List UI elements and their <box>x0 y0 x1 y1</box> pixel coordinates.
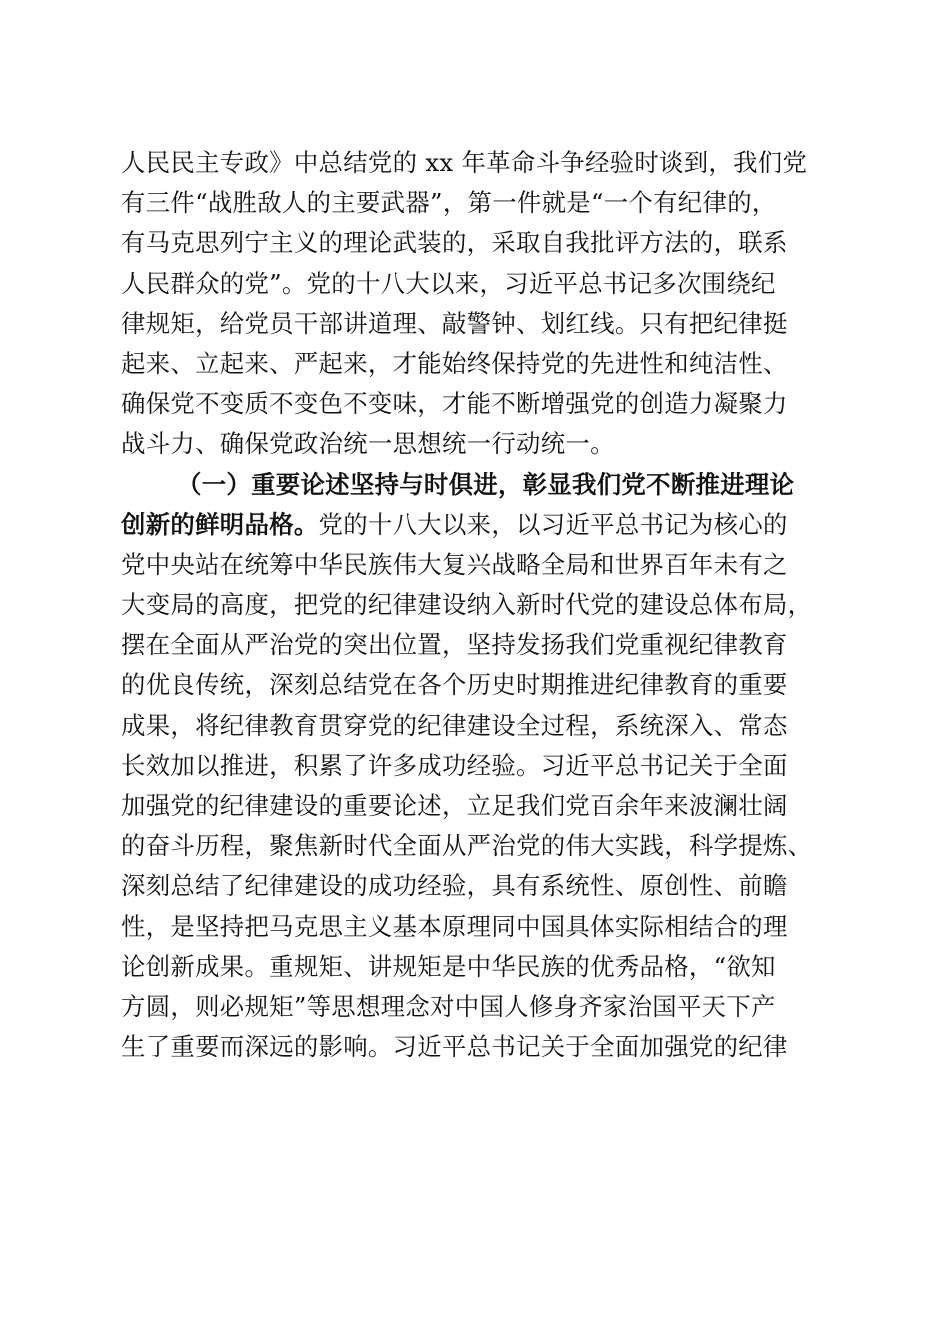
text-line: 有三件“战胜敌人的主要武器”，第一件就是“一个有纪律的， <box>121 188 777 218</box>
text-line: 方圆，则必规矩”等思想理念对中国人修身齐家治国平天下产 <box>121 991 776 1021</box>
text-line: 加强党的纪律建设的重要论述，立足我们党百余年来波澜壮阔 <box>121 791 788 820</box>
text-line: 生了重要而深远的影响。习近平总书记关于全面加强党的纪律 <box>121 1032 788 1062</box>
text-line: 深刻总结了纪律建设的成功经验，具有系统性、原创性、前瞻 <box>121 871 788 901</box>
text-line: 长效加以推进，积累了许多成功经验。习近平总书记关于全面 <box>121 750 788 780</box>
text-line: 党中央站在统筹中华民族伟大复兴战略全局和世界百年未有之 <box>121 549 788 579</box>
text-line: 性，是坚持把马克思主义基本原理同中国具体实际相结合的理 <box>121 911 788 941</box>
text-line: 律规矩，给党员干部讲道理、敲警钟、划红线。只有把纪律挺 <box>121 308 788 338</box>
text-line: 起来、立起来、严起来，才能始终保持党的先进性和纯洁性、 <box>121 348 788 378</box>
text-line: 有马克思列宁主义的理论武装的，采取自我批评方法的，联系 <box>121 228 788 258</box>
text-line: 的优良传统，深刻总结党在各个历史时期推进纪律教育的重要 <box>121 670 788 700</box>
text-line: 论创新成果。重规矩、讲规矩是中华民族的优秀品格，“欲知 <box>121 951 776 981</box>
text-line: 大变局的高度，把党的纪律建设纳入新时代党的建设总体布局， <box>121 590 813 620</box>
text-line-rest: 党的十八大以来，以习近平总书记为核心的 <box>318 509 788 539</box>
text-line: 确保党不变质不变色不变味，才能不断增强党的创造力凝聚力 <box>121 389 788 419</box>
paragraph-2 <box>121 465 833 1068</box>
text-line: 战斗力、确保党政治统一思想统一行动统一。 <box>121 429 615 459</box>
text-line: 人民民主专政》中总结党的 xx 年革命斗争经验时谈到，我们党 <box>121 148 808 177</box>
text-line: 的奋斗历程，聚焦新时代全面从严治党的伟大实践，科学提炼、 <box>121 831 813 861</box>
text-line: 人民群众的党”。党的十八大以来，习近平总书记多次围绕纪 <box>121 268 776 298</box>
text-line: 成果，将纪律教育贯穿党的纪律建设全过程，系统深入、常态 <box>121 710 788 740</box>
text-line: 摆在全面从严治党的突出位置，坚持发扬我们党重视纪律教育 <box>121 630 788 660</box>
section-heading: （一）重要论述坚持与时俱进，彰显我们党不断推进理论 <box>177 469 795 499</box>
paragraph-1 <box>121 143 833 465</box>
section-heading-continued: 创新的鲜明品格。 <box>121 509 319 539</box>
text-line <box>121 505 833 545</box>
document-page <box>121 143 833 1067</box>
